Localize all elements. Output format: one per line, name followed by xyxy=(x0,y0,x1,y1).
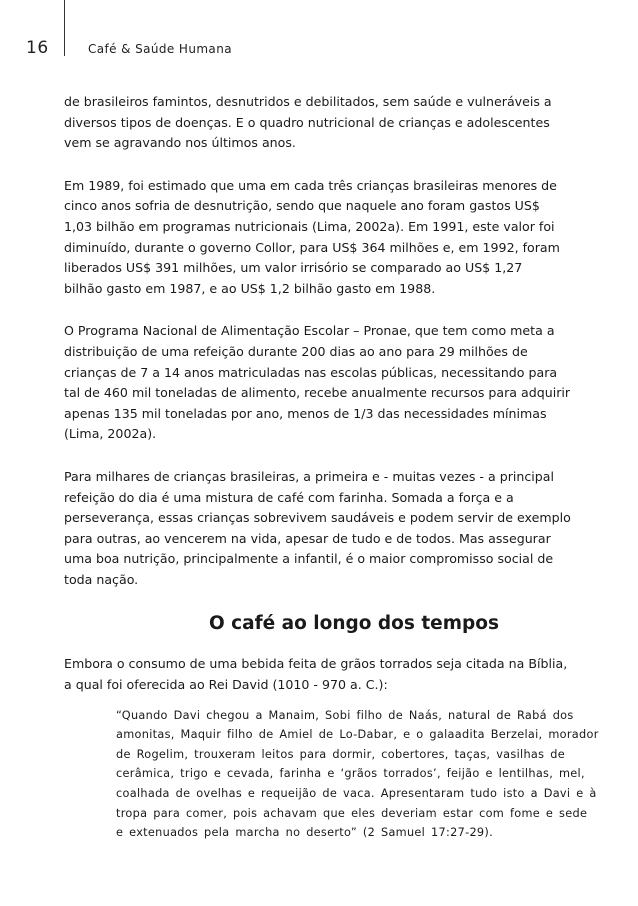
text-line: de brasileiros famintos, desnutridos e debilitados, sem saúde e vulneráveis a xyxy=(64,94,552,109)
text-line: toda nação. xyxy=(64,571,139,587)
page-body xyxy=(64,92,599,843)
quote-line: de Rogelim, trouxeram leitos para dormir, cobertores, taças, vasilhas de xyxy=(116,747,565,761)
text-line: diminuído, durante o governo Collor, para US$ 364 milhões e, em 1992, foram xyxy=(64,239,560,255)
running-title: Café & Saúde Humana xyxy=(88,42,232,56)
text-line: cinco anos sofria de desnutrição, sendo que naquele ano foram gastos US$ xyxy=(64,198,540,214)
page-number: 16 xyxy=(26,38,49,58)
section-heading: O café ao longo dos tempos xyxy=(209,613,499,635)
text-line: 1,03 bilhão em programas nutricionais (Lima, 2002a). Em 1991, este valor foi xyxy=(64,218,555,234)
text-line: apenas 135 mil toneladas por ano, menos de 1/3 das necessidades mínimas xyxy=(64,405,547,421)
paragraph-2 xyxy=(64,176,584,300)
quote-line: amonitas, Maquir filho de Amiel de Lo-Dabar, e o galaadita Berzelai, morador xyxy=(116,728,599,742)
text-line: perseverança, essas crianças sobrevivem saudáveis e podem servir de exemplo xyxy=(64,510,571,526)
quote-line: coalhada de ovelhas e requeijão de vaca. Apresentaram tudo isto a Davi e à xyxy=(116,787,597,801)
quote-line: cerâmica, trigo e cevada, farinha e ‘grãos torrados’, feijão e lentilhas, mel, xyxy=(116,767,585,781)
text-line: Para milhares de crianças brasileiras, a primeira e - muitas vezes - a principal xyxy=(64,468,554,484)
text-line: bilhão gasto em 1987, e ao US$ 1,2 bilhão gasto em 1988. xyxy=(64,280,436,296)
bible-quote xyxy=(116,706,599,843)
paragraph-3 xyxy=(64,321,584,445)
section-intro xyxy=(64,654,584,695)
paragraph-1 xyxy=(64,92,584,154)
text-line: diversos tipos de doenças. E o quadro nutricional de crianças e adolescentes xyxy=(64,114,550,130)
header-divider xyxy=(64,0,65,56)
text-line: Em 1989, foi estimado que uma em cada três crianças brasileiras menores de xyxy=(64,177,557,193)
text-line: tal de 460 mil toneladas de alimento, recebe anualmente recursos para adquirir xyxy=(64,385,571,401)
text-line: liberados US$ 391 milhões, um valor irrisório se comparado ao US$ 1,27 xyxy=(64,260,523,276)
paragraph-4 xyxy=(64,467,584,591)
text-line: para outras, ao vencerem na vida, apesar de tudo e de todos. Mas assegurar xyxy=(64,530,551,546)
quote-line: tropa para comer, pois achavam que eles deveriam estar com fome e sede xyxy=(116,806,588,820)
text-line: vem se agravando nos últimos anos. xyxy=(64,135,296,151)
text-line: Embora o consumo de uma bebida feita de grãos torrados seja citada na Bíblia, xyxy=(64,656,568,672)
text-line: a qual foi oferecida ao Rei David (1010 - 970 a. C.): xyxy=(64,677,388,693)
text-line: distribuição de uma refeição durante 200 dias ao ano para 29 milhões de xyxy=(64,343,528,359)
quote-line: “Quando Davi chegou a Manaim, Sobi filho de Naás, natural de Rabá dos xyxy=(116,708,574,722)
quote-line: e extenuados pela marcha no deserto” (2 Samuel 17:27-29). xyxy=(116,826,494,840)
text-line: crianças de 7 a 14 anos matriculadas nas escolas públicas, necessitando para xyxy=(64,364,558,380)
text-line: uma boa nutrição, principalmente a infantil, é o maior compromisso social de xyxy=(64,551,554,567)
text-line: refeição do dia é uma mistura de café com farinha. Somada a força e a xyxy=(64,489,514,505)
text-line: (Lima, 2002a). xyxy=(64,426,157,442)
text-line: O Programa Nacional de Alimentação Escolar – Pronae, que tem como meta a xyxy=(64,323,555,339)
